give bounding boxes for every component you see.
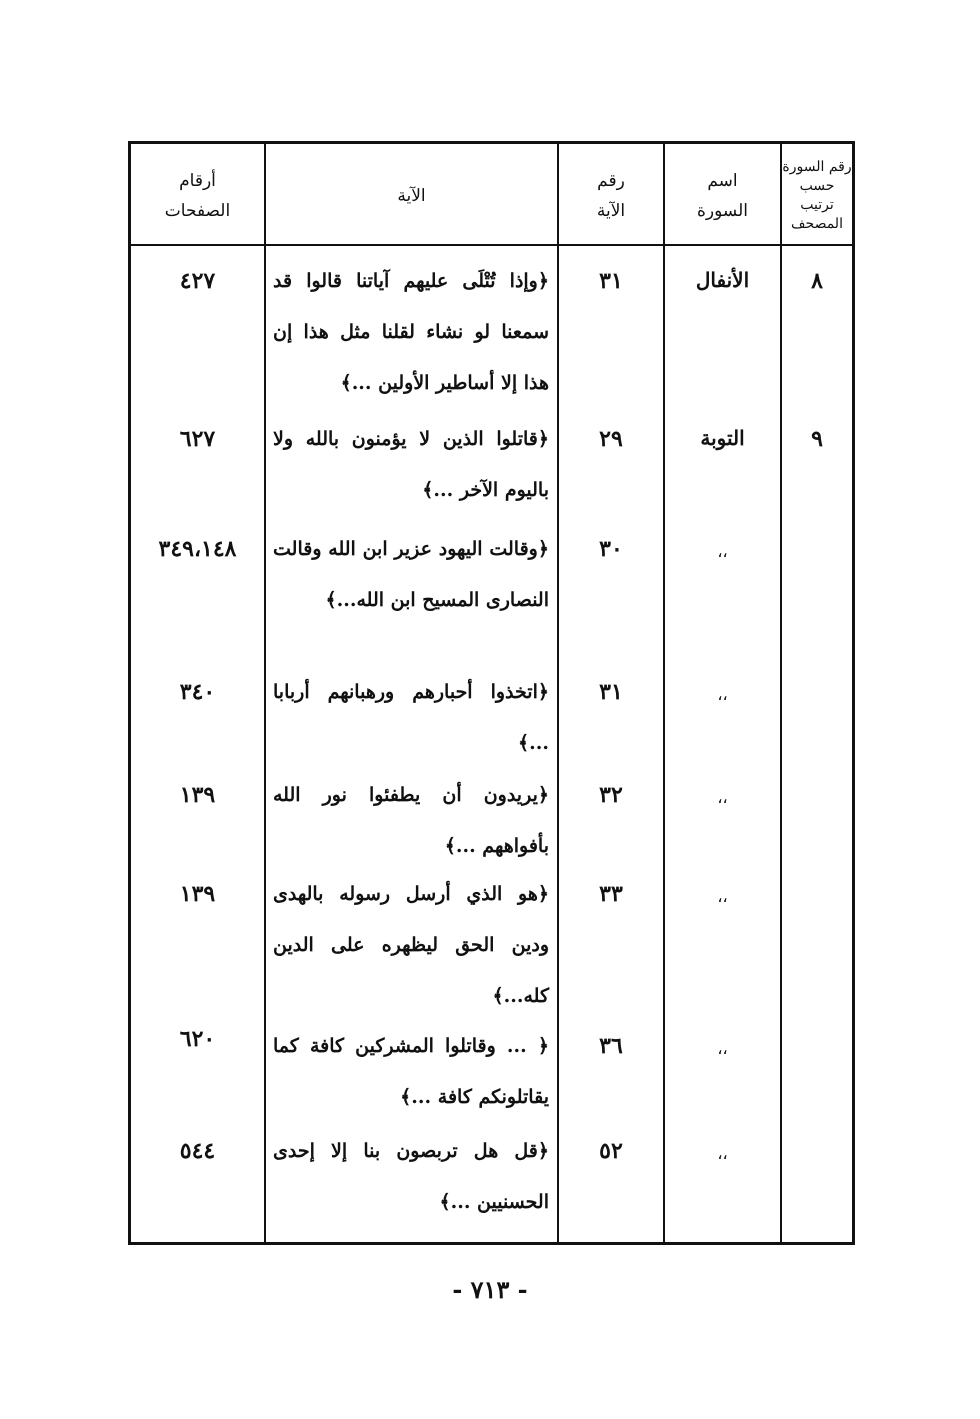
ayah-text: ﴿قل هل تربصون بنا إلا إحدى الحسنيين ...﴾ [273,1140,549,1213]
surah-name: التوبة [700,426,745,450]
surah-name-ditto: ،، [717,1039,728,1058]
page-numbers: ١٣٩ [179,782,216,808]
ayah-number: ٣١ [599,268,623,294]
page-numbers: ١٣٩ [179,881,216,907]
index-table [128,141,855,1245]
header-surah-order: رقم السورة حسب ترتيب المصحف [782,159,852,232]
page-numbers: ٣٤٩،١٤٨ [158,536,237,562]
ayah-text: ﴿قاتلوا الذين لا يؤمنون بالله ولا باليوم الآخر ...﴾ [273,428,549,501]
page-numbers: ٦٢٧ [179,426,216,452]
ayah-text: ﴿هو الذي أرسل رسوله بالهدى ودين الحق ليظهره على الدين كله...﴾ [273,883,549,1007]
column-divider [780,144,782,1242]
ayah-text: ﴿ ... وقاتلوا المشركين كافة كما يقاتلونكم كافة ...﴾ [273,1035,549,1108]
ayah-text: ﴿وقالت اليهود عزير ابن الله وقالت النصارى المسيح ابن الله...﴾ [273,538,549,611]
header-surah-name: اسم السورة [697,171,748,221]
surah-name-ditto: ،، [717,1144,728,1163]
header-ayah-number: رقم الآية [596,171,626,221]
surah-order: ٩ [811,426,823,452]
page-numbers: ٣٤٠ [179,679,216,705]
ayah-text: ﴿اتخذوا أحبارهم ورهبانهم أربابا ...﴾ [273,681,549,754]
page-numbers: ٥٤٤ [179,1138,216,1164]
surah-name-ditto: ،، [717,685,728,704]
surah-name-ditto: ،، [717,542,728,561]
ayah-number: ٣٢ [599,782,623,808]
surah-order: ٨ [811,268,823,294]
ayah-number: ٣١ [599,679,623,705]
ayah-number: ٥٢ [599,1138,623,1164]
ayah-number: ٣٠ [599,536,623,562]
surah-name-ditto: ،، [717,788,728,807]
page-numbers: ٤٢٧ [179,268,216,294]
ayah-text: ﴿يريدون أن يطفئوا نور الله بأفواههم ...﴾ [273,784,549,857]
ayah-number: ٢٩ [599,426,623,452]
page-numbers: ٦٢٠ [179,1026,216,1052]
page-number: - ٧١٣ - [452,1275,528,1304]
header-ayah-text: الآية [397,186,426,206]
header-page-numbers: أرقام الصفحات [164,171,231,221]
surah-name: الأنفال [695,268,750,292]
ayah-number: ٣٣ [599,881,623,907]
surah-name-ditto: ،، [717,887,728,906]
column-divider [264,144,266,1242]
ayah-text: ﴿وإذا تُتْلَى عليهم آياتنا قالوا قد سمعنا لو نشاء لقلنا مثل هذا إن هذا إلا أساطير الأولين ...﴾ [273,270,549,394]
ayah-number: ٣٦ [599,1033,623,1059]
header-divider [131,244,852,246]
